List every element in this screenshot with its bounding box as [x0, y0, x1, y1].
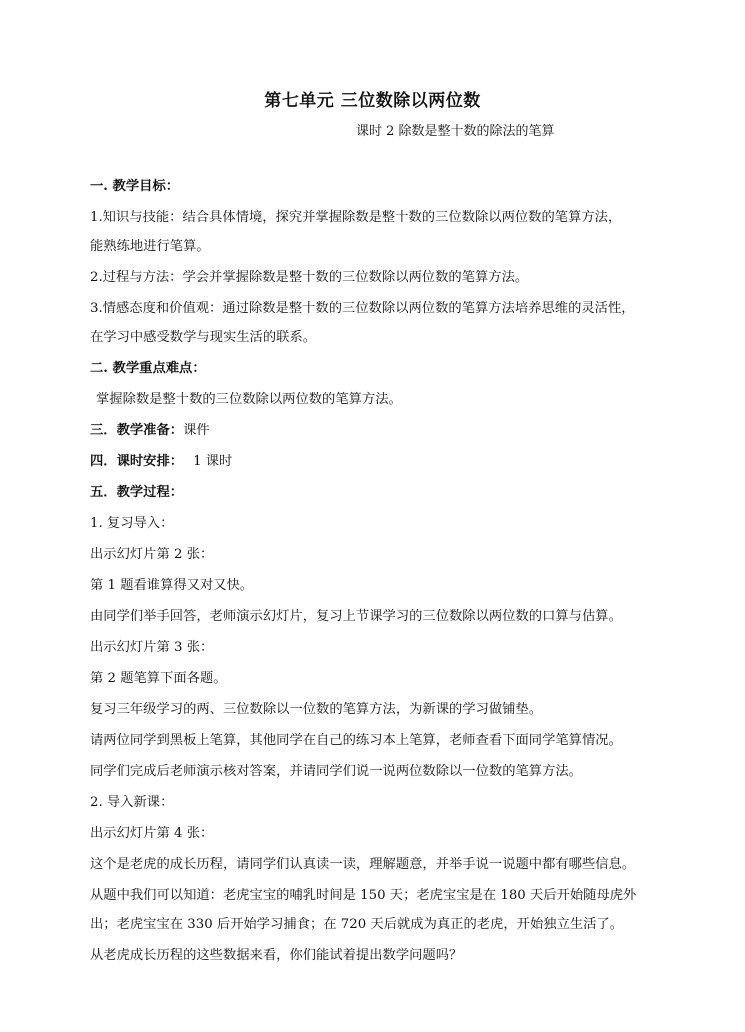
paragraph-line-2: 出；老虎宝宝在 330 后开始学习捕食；在 720 天后就成为真正的老虎，开始独立生活了。: [90, 917, 624, 932]
section-heading-preparation: 三．教学准备：: [90, 423, 184, 438]
paragraph: 第 1 题看谁算得又对又快。: [90, 578, 254, 593]
section-schedule: [90, 451, 670, 482]
schedule-value: 1 课时: [193, 454, 233, 469]
paragraph: 出示幻灯片第 4 张：: [90, 826, 214, 841]
key-point-text: 掌握除数是整十数的三位数除以两位数的笔算方法。: [96, 392, 402, 407]
step-2-title: 2. 导入新课：: [90, 795, 174, 810]
paragraph: 同学们完成后老师演示核对答案，并请同学们说一说两位数除以一位数的笔算方法。: [90, 764, 582, 779]
section-heading-key-points: 二. 教学重点难点：: [90, 361, 206, 376]
goal-3-line-1: 3.情感态度和价值观：通过除数是整十数的三位数除以两位数的笔算方法培养思维的灵活性，: [90, 301, 635, 316]
goal-2: 2.过程与方法：学会并掌握除数是整十数的三位数除以两位数的笔算方法。: [90, 270, 529, 285]
preparation-value: 课件: [183, 423, 210, 438]
paragraph: 请两位同学到黑板上笔算，其他同学在自己的练习本上笔算，老师查看下面同学笔算情况。: [90, 733, 622, 748]
document-subtitle: 课时 2 除数是整十数的除法的笔算: [356, 124, 555, 139]
document-title: 第七单元 三位数除以两位数: [264, 91, 481, 111]
section-heading-process: 五．教学过程：: [90, 485, 184, 500]
goal-3-line-2: 在学习中感受数学与现实生活的联系。: [90, 330, 317, 345]
document-body: [90, 176, 670, 976]
goal-1-line-1: 1.知识与技能：结合具体情境，探究并掌握除数是整十数的三位数除以两位数的笔算方法，: [90, 210, 622, 225]
section-preparation: [90, 420, 670, 451]
section-heading-schedule: 四．课时安排：: [90, 454, 184, 469]
paragraph: 从老虎成长历程的这些数据来看，你们能试着提出数学问题吗？: [90, 948, 463, 963]
paragraph: 这个是老虎的成长历程，请同学们认真读一读，理解题意，并举手说一说题中都有哪些信息。: [90, 857, 636, 872]
paragraph: 出示幻灯片第 2 张：: [90, 547, 214, 562]
step-1-title: 1. 复习导入：: [90, 516, 174, 531]
paragraph: 复习三年级学习的两、三位数除以一位数的笔算方法，为新课的学习做铺垫。: [90, 702, 543, 717]
paragraph: 第 2 题笔算下面各题。: [90, 671, 227, 686]
paragraph: 出示幻灯片第 3 张：: [90, 640, 214, 655]
paragraph: 由同学们举手回答，老师演示幻灯片，复习上节课学习的三位数除以两位数的口算与估算。: [90, 609, 622, 624]
paragraph-line-1: 从题中我们可以知道：老虎宝宝的哺乳时间是 150 天；老虎宝宝是在 180 天后开始随母虎外: [90, 888, 637, 903]
section-heading-goals: 一. 教学目标：: [90, 179, 180, 194]
goal-1-line-2: 能熟练地进行笔算。: [90, 239, 210, 254]
